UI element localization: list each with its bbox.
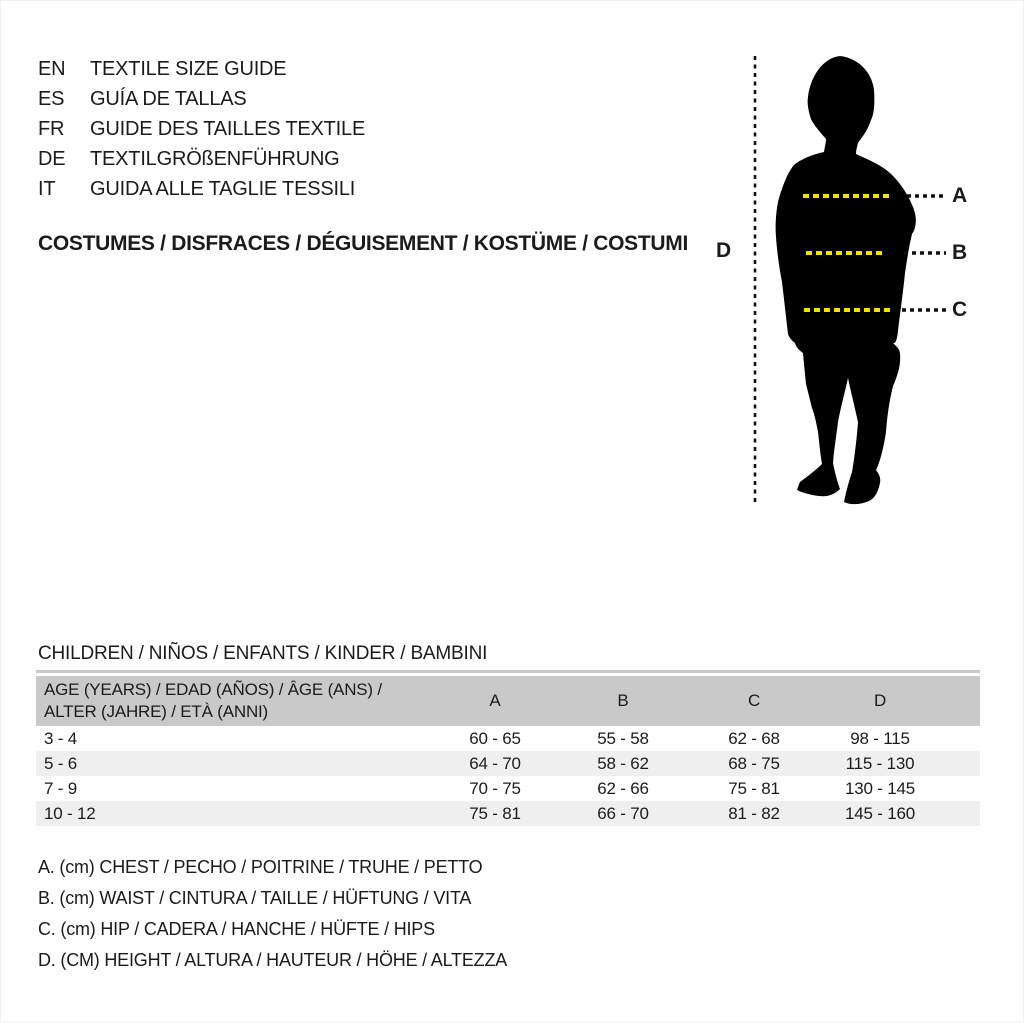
table-header-row — [36, 676, 980, 726]
language-title: TEXTILGRÖßENFÜHRUNG — [90, 147, 340, 170]
language-row-es — [38, 84, 365, 114]
age-cell: 3 - 4 — [44, 728, 78, 748]
column-header-a: A — [489, 691, 501, 710]
language-title-list — [38, 54, 365, 204]
height-cell: 130 - 145 — [844, 778, 916, 798]
chest-cell: 64 - 70 — [469, 753, 521, 773]
measure-label-hip: C — [952, 298, 968, 321]
column-header-b: B — [617, 691, 629, 710]
column-header-c: C — [747, 691, 761, 710]
table-row — [36, 726, 980, 751]
language-row-fr — [38, 114, 365, 144]
hip-cell: 62 - 68 — [728, 728, 780, 748]
age-header-line2: ALTER (JAHRE) / ETÀ (ANNI) — [44, 702, 269, 721]
hip-cell: 81 - 82 — [728, 803, 780, 823]
waist-cell: 55 - 58 — [597, 728, 649, 748]
language-title: GUIDE DES TAILLES TEXTILE — [90, 117, 366, 140]
language-code: ES — [38, 87, 65, 110]
column-header-d: D — [873, 691, 887, 710]
column-header-spacer — [938, 676, 980, 726]
waist-cell: 66 - 70 — [597, 803, 649, 823]
language-code: FR — [38, 117, 65, 140]
table-row — [36, 751, 980, 776]
measurement-legend — [38, 852, 507, 976]
measure-label-waist: B — [952, 241, 968, 264]
age-cell: 5 - 6 — [44, 753, 78, 773]
measure-label-chest: A — [952, 184, 968, 207]
child-silhouette — [776, 56, 916, 504]
height-cell: 115 - 130 — [845, 753, 915, 773]
age-column-header — [36, 676, 430, 726]
legend-hip: C. (cm) HIP / CADERA / HANCHE / HÜFTE / HIPS — [38, 919, 435, 939]
language-code: DE — [38, 147, 66, 170]
age-cell: 7 - 9 — [44, 778, 78, 798]
chest-cell: 70 - 75 — [469, 778, 521, 798]
chest-cell: 60 - 65 — [469, 728, 521, 748]
height-cell: 98 - 115 — [850, 728, 910, 748]
hip-cell: 68 - 75 — [728, 753, 780, 773]
waist-cell: 62 - 66 — [597, 778, 649, 798]
category-title: COSTUMES / DISFRACES / DÉGUISEMENT / KOSTÜME / COSTUMI — [38, 232, 689, 255]
chest-cell: 75 - 81 — [469, 803, 521, 823]
waist-cell: 58 - 62 — [597, 753, 649, 773]
legend-chest: A. (cm) CHEST / PECHO / POITRINE / TRUHE / PETTO — [38, 857, 483, 877]
children-size-table — [36, 676, 980, 826]
table-row — [36, 776, 980, 801]
language-title: GUIDA ALLE TAGLIE TESSILI — [90, 177, 356, 200]
language-row-en — [38, 54, 365, 84]
legend-height: D. (CM) HEIGHT / ALTURA / HAUTEUR / HÖHE / ALTEZZA — [38, 950, 508, 970]
child-silhouette-figure — [700, 40, 1000, 520]
language-code: EN — [38, 57, 66, 80]
language-title: GUÍA DE TALLAS — [90, 87, 247, 110]
language-row-it — [38, 174, 365, 204]
height-cell: 145 - 160 — [844, 803, 916, 823]
language-row-de — [38, 144, 365, 174]
table-row — [36, 801, 980, 826]
age-cell: 10 - 12 — [44, 803, 96, 823]
table-top-divider — [36, 670, 980, 673]
age-header-line1: AGE (YEARS) / EDAD (AÑOS) / ÂGE (ANS) / — [44, 680, 382, 699]
language-code: IT — [38, 177, 56, 200]
legend-waist: B. (cm) WAIST / CINTURA / TAILLE / HÜFTUNG / VITA — [38, 888, 472, 908]
size-section-title: CHILDREN / NIÑOS / ENFANTS / KINDER / BAMBINI — [38, 643, 488, 664]
hip-cell: 75 - 81 — [728, 778, 780, 798]
language-title: TEXTILE SIZE GUIDE — [90, 57, 287, 80]
measure-label-height: D — [716, 239, 732, 262]
